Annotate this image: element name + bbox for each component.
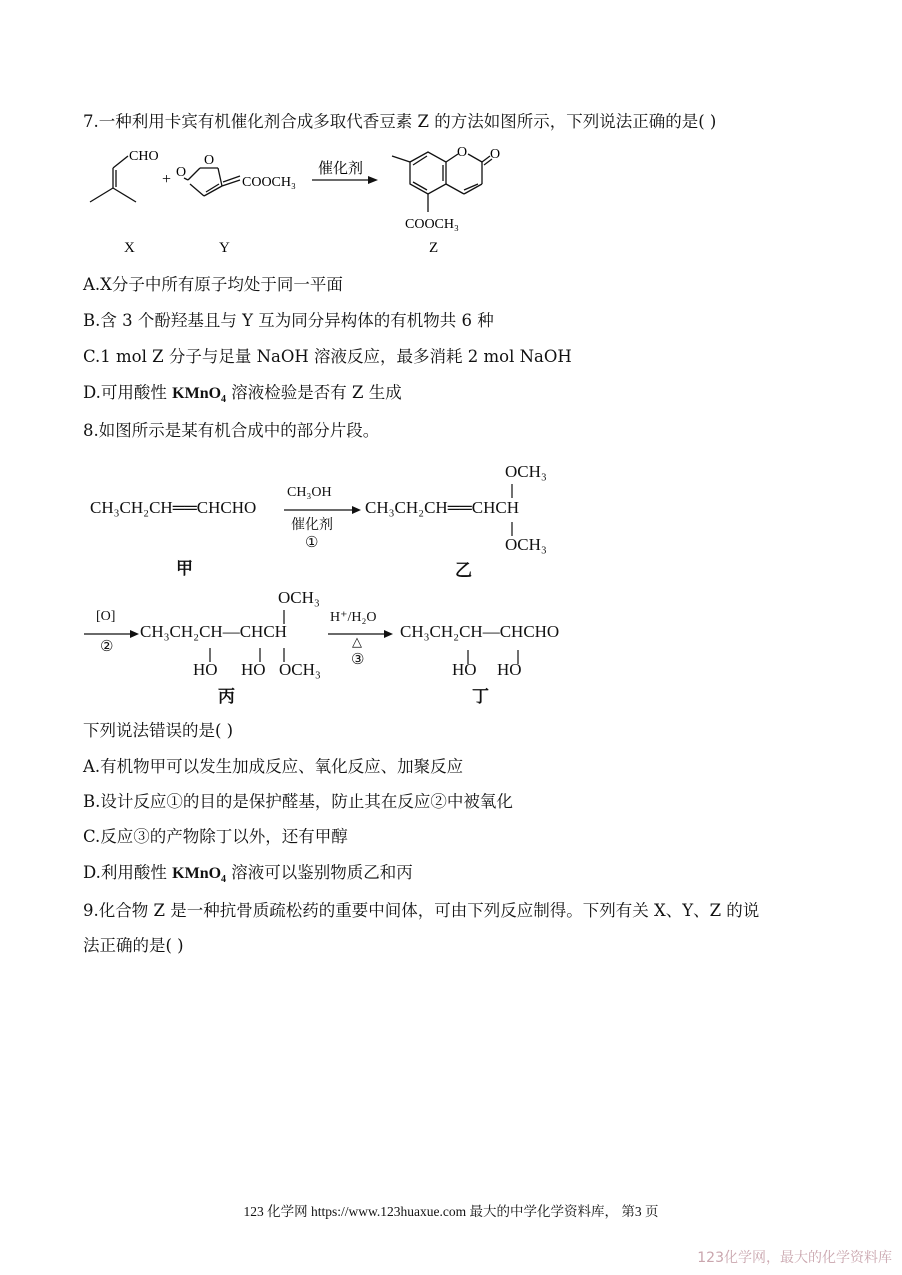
step3-reagent: H⁺/H₂O bbox=[330, 610, 377, 625]
z-exo-oxygen: O bbox=[490, 147, 501, 162]
bing-bonds bbox=[206, 608, 306, 668]
molecule-y bbox=[184, 168, 240, 196]
plus-sign: + bbox=[162, 171, 172, 188]
q8-option-d-prefix: D.利用酸性 bbox=[83, 863, 173, 882]
q8-kmno4-subscript: 4 bbox=[221, 874, 227, 886]
label-ding: 丁 bbox=[472, 687, 489, 707]
q7-reaction-scheme bbox=[80, 140, 520, 265]
q7-option-d-prefix: D.可用酸性 bbox=[83, 383, 173, 402]
q7-stem: 7.一种利用卡宾有机催化剂合成多取代香豆素 Z 的方法如图所示，下列说法正确的是( ) bbox=[83, 112, 717, 131]
q7-kmno4-text: KMnO bbox=[172, 385, 222, 402]
q8-option-a: A.有机物甲可以发生加成反应、氧化反应、加聚反应 bbox=[83, 757, 464, 776]
y-exo-oxygen: O bbox=[176, 165, 187, 180]
step2-reagent: [O] bbox=[96, 609, 116, 624]
q9-stem-line-1: 9.化合物 Z 是一种抗骨质疏松药的重要中间体，可由下列反应制得。下列有关 X、Y、Z 的说 bbox=[83, 901, 760, 920]
x-cho-label: CHO bbox=[129, 149, 159, 164]
bing-ho-1: HO bbox=[193, 660, 218, 679]
label-bing: 丙 bbox=[218, 687, 235, 707]
label-z: Z bbox=[429, 240, 439, 256]
compound-jia-formula: CH₃CH₂CH══CHCHO bbox=[90, 498, 257, 517]
label-yi: 乙 bbox=[455, 561, 472, 581]
label-x: X bbox=[124, 240, 135, 256]
y-ester-label: COOCH₃ bbox=[242, 175, 296, 190]
bing-top-och3: OCH₃ bbox=[278, 588, 320, 607]
q7-catalyst-label: 催化剂 bbox=[318, 161, 364, 177]
step1-number: ① bbox=[305, 535, 319, 551]
corner-watermark: 123化学网，最大的化学资料库 bbox=[697, 1250, 892, 1266]
yi-bottom-och3: OCH₃ bbox=[505, 535, 547, 554]
q7-arrow-head bbox=[368, 176, 378, 184]
step2-number: ② bbox=[100, 639, 114, 655]
q8-option-d-suffix: 溶液可以鉴别物质乙和丙 bbox=[226, 863, 413, 882]
q7-kmno4-formula bbox=[172, 385, 227, 406]
q7-option-d-suffix: 溶液检验是否有 Z 生成 bbox=[226, 383, 402, 402]
q7-kmno4-subscript: 4 bbox=[221, 394, 227, 406]
q8-kmno4-formula bbox=[172, 865, 227, 886]
compound-bing-formula: CH₃CH₂CH—CHCH bbox=[140, 622, 287, 641]
q7-option-c: C.1 mol Z 分子与足量 NaOH 溶液反应，最多消耗 2 mol NaOH bbox=[83, 347, 572, 366]
z-ester-label: COOCH₃ bbox=[405, 217, 459, 232]
step3-number: ③ bbox=[351, 652, 365, 668]
q8-option-c: C.反应③的产物除丁以外，还有甲醇 bbox=[83, 827, 348, 846]
z-ring-oxygen: O bbox=[457, 145, 468, 160]
yi-top-och3: OCH₃ bbox=[505, 462, 547, 481]
compound-ding-formula: CH₃CH₂CH—CHCHO bbox=[400, 622, 560, 641]
label-jia: 甲 bbox=[176, 559, 193, 579]
q7-option-d bbox=[83, 382, 402, 411]
bing-bottom-och3: OCH₃ bbox=[279, 660, 321, 679]
step3-heat: △ bbox=[352, 634, 362, 649]
molecule-z bbox=[392, 152, 492, 212]
q8-kmno4-text: KMnO bbox=[172, 865, 222, 882]
page-footer: 123 化学网 https://www.123huaxue.com 最大的中学化学资料库， 第3 页 bbox=[243, 1204, 659, 1219]
q8-stem: 8.如图所示是某有机合成中的部分片段。 bbox=[83, 421, 380, 440]
q7-option-a: A.X分子中所有原子均处于同一平面 bbox=[83, 275, 343, 294]
ding-ho-2: HO bbox=[497, 660, 522, 679]
compound-yi-formula: CH₃CH₂CH══CHCH bbox=[365, 498, 520, 517]
q8-option-d bbox=[83, 862, 413, 891]
q7-option-b: B.含 3 个酚羟基且与 Y 互为同分异构体的有机物共 6 种 bbox=[83, 311, 494, 330]
q8-option-b: B.设计反应①的目的是保护醛基，防止其在反应②中被氧化 bbox=[83, 792, 513, 811]
ding-ho-1: HO bbox=[452, 660, 477, 679]
q8-question: 下列说法错误的是( ) bbox=[83, 721, 234, 740]
q9-stem-line-2: 法正确的是( ) bbox=[83, 936, 184, 955]
step1-reagent: CH₃OH bbox=[287, 485, 332, 500]
bing-ho-2: HO bbox=[241, 660, 266, 679]
label-y: Y bbox=[219, 240, 230, 256]
y-ring-oxygen: O bbox=[204, 153, 215, 168]
step1-catalyst: 催化剂 bbox=[291, 517, 333, 533]
